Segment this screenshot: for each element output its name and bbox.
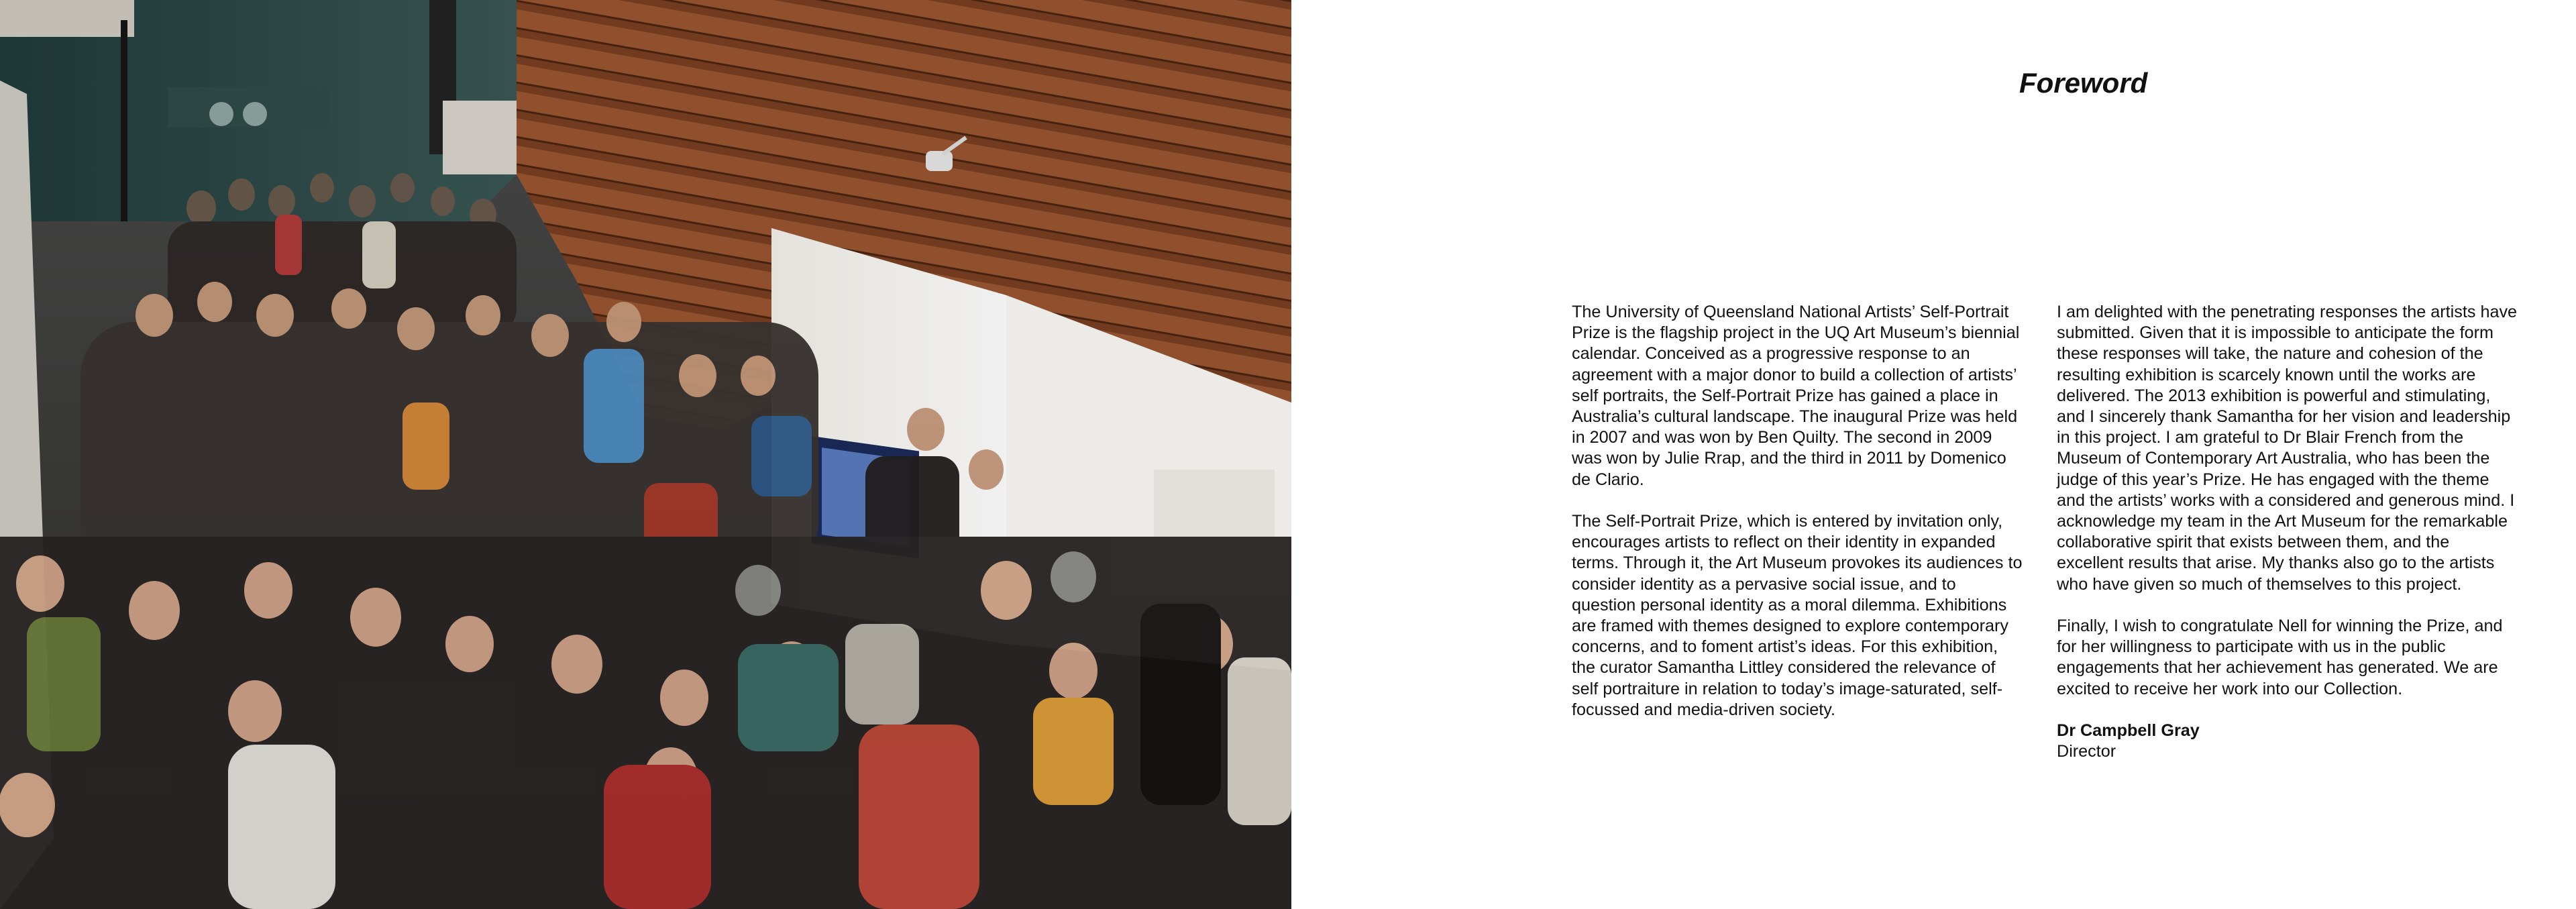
paragraph: The Self-Portrait Prize, which is entered by invitation only, encourages artists to reflect on their identity in expanded terms. Through it, the Art Museum provokes its audiences to consider identity as a pervasive social issue, and to question personal identity as a moral dilemma. Exhibitions are framed with themes designed to explore contemporary concerns, and to foment artist’s ideas. For this exhibition, the curator Samantha Littley considered the relevance of self portraiture in relation to today’s image-saturated, self-focussed and media-driven society. — [1572, 512, 2023, 719]
foreword-page: Foreword The University of Queensland National Artists’ Self-Portrait Prize is the flagship project in the UQ Art Museum’s biennial calendar. Conceived as a progressive response to an agreement with a major donor to build a collection of artists’ self portraits, the Self-Portrait Prize has gained a place in Australia’s cultural landscape. The inaugural Prize was held in 2007 and was won by Ben Quilty. The second in 2009 was won by Julie Rrap, and the third in 2011 by Domenico de Clario. The Self-Portrait Prize, which is entered by invitation only, encourages artists to reflect on their identity in expanded terms. Through it, the Art Museum provokes its audiences to consider identity as a pervasive social issue, and to question personal identity as a moral dilemma. Exhibitions are framed with themes designed to explore contemporary concerns, and to foment artist’s ideas. For this exhibition, the curator Samantha Littley considered the relevance of self portraiture in relation to today’s image-saturated, self-focussed and media-driven society. I am delighted with the penetrating responses the artists have submitted. Given that it is impossible to anticipate the form these responses will take, the nature and cohesion of the resulting exhibition is scarcely known until the works are delivered. The 2013 exhibition is powerful and stimulating, and I sincerely thank Samantha for her vision and leadership in this project. I am grateful to Dr Blair French from the Museum of Contemporary Art Australia, who has been the judge of this year’s Prize. He has engaged with the theme and the artists’ works with a considered and generous mind. I acknowledge my team in the Art Museum for the remarkable collaborative spirit that exists between them, and the excellent results that arise. My thanks also go to the artists who have given so much of themselves to this project. Finally, I wish to congratulate Nell for winning the Prize, and for her willingness to participate with us in the public engagements that her achievement has generated. We are excited to receive her work into our Collection. Dr Campbell Gray Director — [1291, 0, 2576, 909]
text-column-left — [1572, 302, 2023, 741]
signature-role: Director — [2057, 742, 2116, 761]
paragraph: I am delighted with the penetrating responses the artists have submitted. Given that it is impossible to anticipate the form these responses will take, the nature and cohesion of the resulting exhibition is scarcely known until the works are delivered. The 2013 exhibition is powerful and stimulating, and I sincerely thank Samantha for her vision and leadership in this project. I am grateful to Dr Blair French from the Museum of Contemporary Art Australia, who has been the judge of this year’s Prize. He has engaged with the theme and the artists’ works with a considered and generous mind. I acknowledge my team in the Art Museum for the remarkable collaborative spirit that exists between them, and the excellent results that arise. My thanks also go to the artists who have given so much of themselves to this project. — [2057, 303, 2518, 594]
paragraph: Finally, I wish to congratulate Nell for winning the Prize, and for her willingness to participate with us in the public engagements that her achievement has generated. We are excited to receive her work into our Collection. — [2057, 617, 2503, 698]
signature-name: Dr Campbell Gray — [2057, 721, 2200, 741]
paragraph: The University of Queensland National Artists’ Self-Portrait Prize is the flagship project in the UQ Art Museum’s biennial calendar. Conceived as a progressive response to an agreement with a major donor to build a collection of artists’ self portraits, the Self-Portrait Prize has gained a place in Australia’s cultural landscape. The inaugural Prize was held in 2007 and was won by Ben Quilty. The second in 2009 was won by Julie Rrap, and the third in 2011 by Domenico de Clario. — [1572, 303, 2020, 489]
text-column-right — [2057, 302, 2520, 762]
signature-block — [2057, 720, 2520, 762]
